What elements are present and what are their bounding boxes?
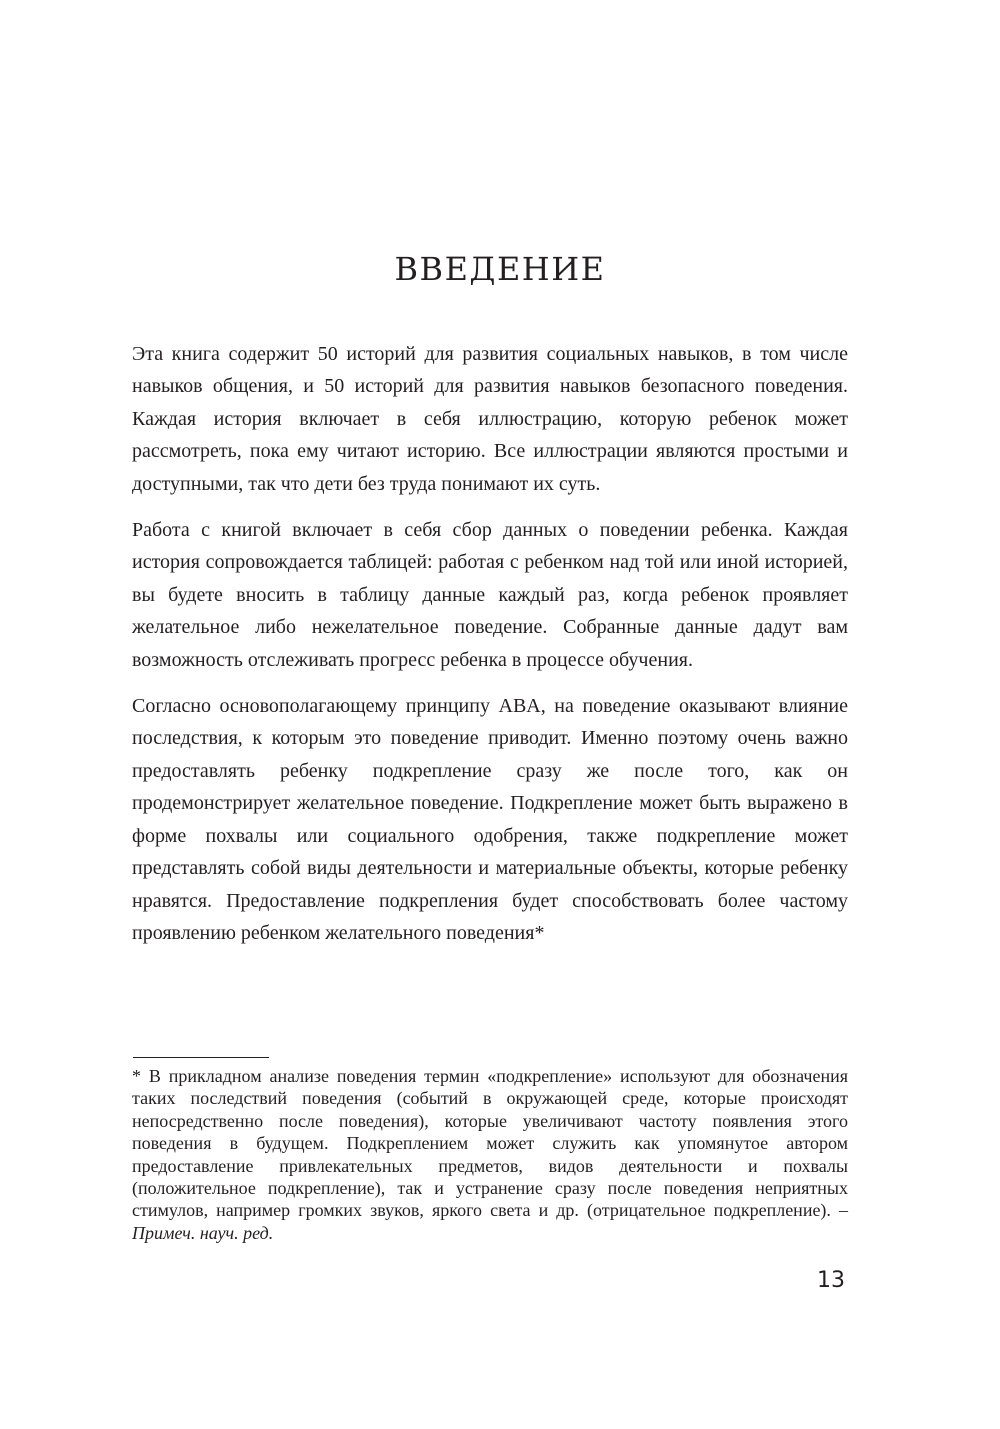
paragraph-2: Работа с книгой включает в себя сбор данных о поведении ребенка. Каждая история сопровождается таблицей: работая с ребенком над той или иной историей, вы будете вносить в таблицу данные каждый раз, когда ребенок проявляет желательное либо нежелательное поведение. Собранные данные дадут вам возможность отслеживать прогресс ребенка в процессе обучения. xyxy=(132,519,848,671)
page-number: 13 xyxy=(817,1268,845,1293)
paragraph-3: Согласно основополагающему принципу ABA, на поведение оказывают влияние последствия, к которым это поведение приводит. Именно поэтому очень важно предоставлять ребенку подкрепление сразу же после того, как он продемонстрирует желательное поведение. Подкрепление может быть выражено в форме похвалы или социального одобрения, также подкрепление может представлять собой виды деятельности и материальные объекты, которые ребенку нравятся. Предоставление подкрепления будет способствовать более частому проявлению ребенком желательного поведения* xyxy=(132,695,848,944)
chapter-title: ВВЕДЕНИЕ xyxy=(394,250,606,288)
footnote xyxy=(132,1065,848,1244)
body-text xyxy=(132,338,848,963)
footnote-source: Примеч. науч. ред. xyxy=(132,1222,274,1243)
paragraph-1: Эта книга содержит 50 историй для развития социальных навыков, в том числе навыков общения, и 50 историй для развития навыков безопасного поведения. Каждая история включает в себя иллюстрацию, которую ребенок может рассмотреть, пока ему читают историю. Все иллюстрации являются простыми и доступными, так что дети без труда понимают их суть. xyxy=(132,343,848,495)
footnote-text: * В прикладном анализе поведения термин «подкрепление» используют для обозначения таких последствий поведения (событий в окружающей среде, которые происходят непосредственно после поведения), которые увеличивают частоту появления этого поведения в будущем. Подкреплением может служить как упомянутое автором предоставление привлекательных предметов, видов деятельности и похвалы (положительное подкрепление), так и устранение сразу после поведения неприятных стимулов, например громких звуков, яркого света и др. (отрицательное подкрепление). – xyxy=(132,1066,848,1221)
footnote-divider xyxy=(133,1057,269,1058)
